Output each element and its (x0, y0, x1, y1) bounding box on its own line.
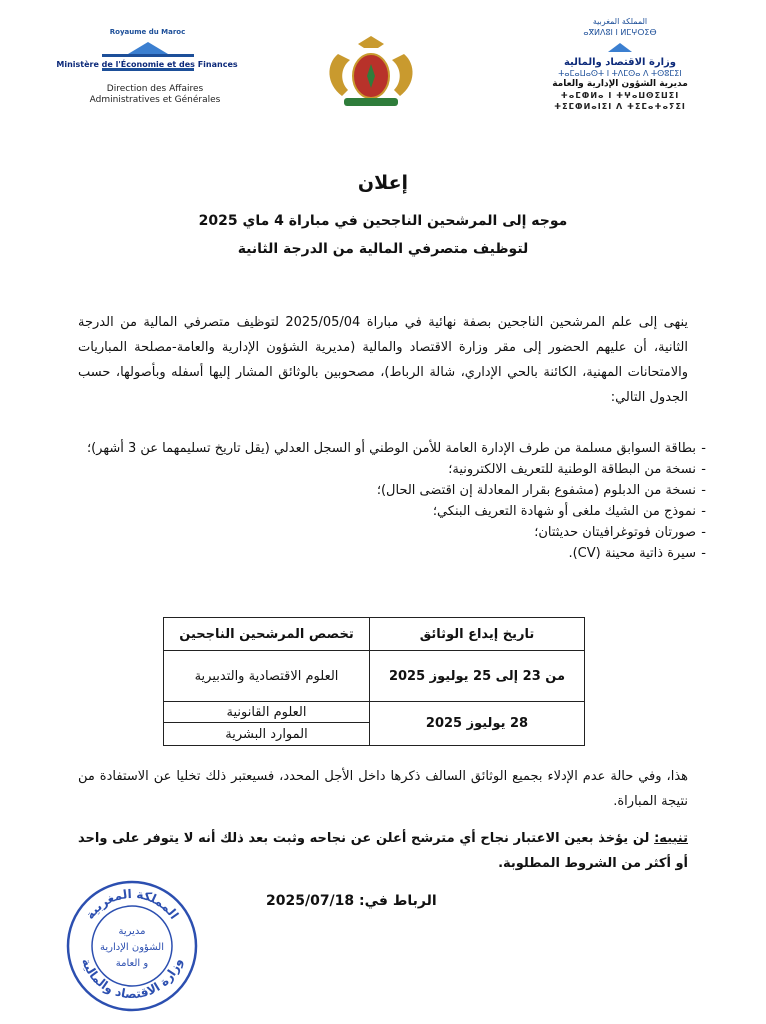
directorate-tifinagh-1: ⵜⴰⵎⵀⵍⴰ ⵏ ⵜⵖⴰⵡⵙⵉⵡⵉⵏ (560, 91, 680, 100)
kingdom-label-tifinagh: ⴰⴳⵍⴷⵓⵏ ⵏ ⵍⵎⵖⵔⵉⴱ (583, 28, 657, 37)
list-item: - صورتان فوتوغرافيتان حديثتان؛ (66, 522, 706, 543)
stamp-inner-1: مديرية (118, 926, 146, 937)
header-date: تاريخ إيداع الوثائق (370, 618, 585, 651)
ministry-name-fr: Ministère de l'Économie et des Finances (56, 60, 238, 69)
ministry-name-tifinagh: ⵜⴰⵎⴰⵡⴰⵙⵜ ⵏ ⵜⴷⵎⵙⴰ ⴷ ⵜⵙⵓⵎⵉⵏ (558, 69, 682, 78)
table-cell-specialty: الموارد البشرية (164, 723, 370, 746)
ministry-name-ar: وزارة الاقتصاد والمالية (563, 57, 677, 68)
directorate-line-2: Administratives et Générales (89, 95, 221, 105)
schedule-table (163, 617, 585, 746)
table-row (164, 702, 585, 723)
place-label: الرباط في: (359, 893, 437, 909)
list-item: - بطاقة السوابق مسلمة من طرف الإدارة العامة للأمن الوطني أو السجل العدلي (يقل تاريخ تسليمهما عن 3 أشهر)؛ (66, 438, 706, 459)
list-item: - نسخة من البطاقة الوطنية للتعريف الالكترونية؛ (66, 459, 706, 480)
notice-label: تنبيه: (654, 831, 688, 846)
table-row (164, 651, 585, 702)
royal-emblem-icon (318, 34, 424, 108)
notice-text: لن يؤخذ بعين الاعتبار نجاح أي مترشح أعلن عن نجاحه وثبت بعد ذلك أنه لا يتوفر على واحد أو أكثر من الشروط المطلوبة. (78, 831, 688, 871)
header-specialty: تخصص المرشحين الناجحين (164, 618, 370, 651)
table-cell-date: 28 يوليوز 2025 (370, 702, 585, 746)
subtitle-line-2: لتوظيف متصرفي المالية من الدرجة الثانية (237, 241, 529, 257)
subtitle-line-1: موجه إلى المرشحين الناجحين في مباراة 4 ماي 2025 (198, 213, 568, 229)
table-cell-date: من 23 إلى 25 يوليوز 2025 (370, 651, 585, 702)
list-item: - سيرة ذاتية محينة (CV). (66, 543, 706, 564)
documents-list (66, 438, 706, 564)
logo-roof-shape (128, 42, 168, 54)
list-item: - نسخة من الدبلوم (مشفوع بقرار المعادلة إن اقتضى الحال)؛ (66, 480, 706, 501)
table-cell-specialty: العلوم القانونية (164, 702, 370, 723)
ministry-logo-small (590, 41, 650, 53)
list-item: - نموذج من الشيك ملغى أو شهادة التعريف البنكي؛ (66, 501, 706, 522)
page-title: إعلان (357, 172, 409, 194)
kingdom-label-fr: Royaume du Maroc (109, 28, 186, 36)
stamp-outer-bottom: وزارة الاقتصاد والمالية (78, 956, 186, 1002)
stamp-inner-2: الشؤون الإدارية (100, 942, 164, 953)
kingdom-label-ar: المملكة المغربية (592, 17, 648, 26)
stamp-inner-3: و العامة (115, 958, 149, 969)
table-header-row (164, 618, 585, 651)
stamp-outer-top: المملكة المغربية (82, 886, 182, 922)
place-date (266, 893, 437, 909)
directorate-name-fr (60, 84, 250, 106)
directorate-line-1: Direction des Affaires (106, 84, 204, 94)
directorate-name-ar: مديرية الشؤون الإدارية والعامة (552, 79, 688, 89)
notice-paragraph (78, 826, 688, 876)
intro-paragraph: ينهى إلى علم المرشحين الناجحين بصفة نهائية في مباراة 2025/05/04 لتوظيف متصرفي المالية من الدرجة الثانية، أن عليهم الحضور إلى مقر وزارة الاقتصاد والمالية (مديرية الشؤون الإدارية والعامة-مصلحة المباريات والامتحانات المهنية، الكائنة بالحي الإداري، شالة الرباط)، مصحوبين بالوثائق المشار إليها أسفله وبأصولها، حسب الجدول التالي: (78, 315, 688, 405)
closing-paragraph: هذا، وفي حالة عدم الإدلاء بجميع الوثائق السالف ذكرها داخل الأجل المحدد، فسيعتبر ذلك تخليا عن الاستفادة من نتيجة المباراة. (78, 769, 688, 809)
directorate-tifinagh-2: ⵜⵉⵎⵀⵍⴰⵏⵉⵏ ⴷ ⵜⵉⵎⴰⵜⴰⵢⵉⵏ (554, 102, 686, 111)
document-date: 2025/07/18 (266, 893, 355, 909)
official-stamp (62, 876, 202, 1016)
right-header (530, 16, 710, 112)
table-cell-specialty: العلوم الاقتصادية والتدبيرية (164, 651, 370, 702)
